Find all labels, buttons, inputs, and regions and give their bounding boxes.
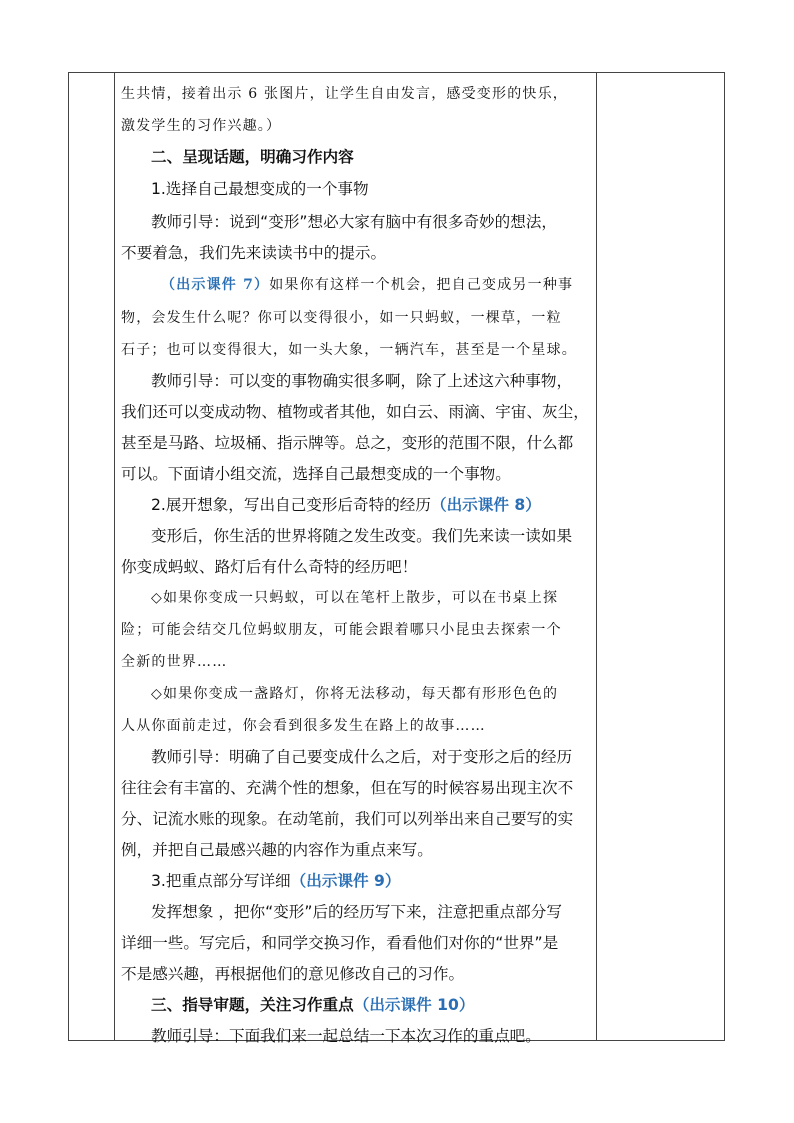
text-line	[121, 933, 558, 953]
text-line	[121, 557, 417, 577]
courseware-reference: （出示课件 10）	[353, 996, 475, 1014]
text-segment: 可以。下面请小组交流，选择自己最想变成的一个事物。	[121, 465, 511, 483]
text-line	[121, 340, 577, 360]
text-segment: ◇如果你变成一盏路灯，你将无法移动，每天都有形形色色的	[151, 686, 559, 702]
text-line	[151, 747, 572, 767]
text-line	[151, 371, 572, 391]
text-segment: 全新的世界……	[121, 654, 228, 670]
text-segment: 1.选择自己最想变成的一个事物	[151, 180, 369, 198]
text-segment: 激发学生的习作兴趣。）	[121, 118, 282, 134]
text-line	[121, 778, 573, 798]
text-line	[121, 433, 573, 453]
text-line	[151, 526, 572, 546]
column-divider-right	[596, 73, 597, 1040]
text-line	[151, 684, 558, 704]
text-line	[121, 809, 573, 829]
lesson-plan-table	[68, 72, 725, 1045]
text-segment: 变形后，你生活的世界将随之发生改变。我们先来读一读如果	[151, 527, 573, 545]
text-line	[121, 116, 281, 136]
section-heading: 三、指导审题，关注习作重点	[151, 996, 354, 1014]
text-line	[151, 179, 369, 199]
section-heading: 二、呈现话题，明确习作内容	[151, 148, 354, 166]
text-line	[161, 275, 573, 295]
text-segment: 教师引导：明确了自己要变成什么之后，对于变形之后的经历	[151, 748, 573, 766]
text-segment: 3.把重点部分写详细	[151, 872, 291, 890]
text-segment: 甚至是马路、垃圾桶、指示牌等。总之，变形的范围不限，什么都	[121, 434, 574, 452]
text-line	[121, 620, 562, 640]
text-line	[121, 243, 386, 263]
text-line	[121, 652, 227, 672]
column-divider-left	[114, 73, 115, 1040]
text-segment: 物，会发生什么呢？你可以变得很小，如一只蚂蚁，一棵草，一粒	[121, 310, 562, 326]
text-segment: 生共情，接着出示 6 张图片，让学生自由发言，感受变形的快乐，	[121, 86, 569, 102]
text-line	[151, 495, 541, 515]
text-line	[121, 964, 464, 984]
text-line	[151, 147, 354, 167]
text-line	[121, 464, 511, 484]
text-segment: 我们还可以变成动物、植物或者其他，如白云、雨滴、宇宙、灰尘，	[121, 403, 589, 421]
text-segment: 例，并把自己最感兴趣的内容作为重点来写。	[121, 841, 433, 859]
text-line	[121, 716, 486, 736]
text-segment: 2.展开想象，写出自己变形后奇特的经历	[151, 496, 431, 514]
text-line	[151, 995, 474, 1015]
text-segment: 不是感兴趣，再根据他们的意见修改自己的习作。	[121, 965, 465, 983]
text-line	[121, 840, 433, 860]
text-segment: 教师引导：下面我们来一起总结一下本次习作的重点吧。	[151, 1027, 541, 1045]
text-segment: 如果你有这样一个机会，把自己变成另一种事	[269, 277, 574, 293]
text-segment: ◇如果你变成一只蚂蚁，可以在笔杆上散步，可以在书桌上探	[151, 590, 559, 606]
text-segment: 人从你面前走过，你会看到很多发生在路上的故事……	[121, 718, 486, 734]
text-segment: 详细一些。写完后，和同学交换习作，看看他们对你的“世界”是	[121, 934, 559, 952]
text-segment: 往往会有丰富的、充满个性的想象，但在写的时候容易出现主次不	[121, 779, 574, 797]
text-segment: 教师引导：可以变的事物确实很多啊，除了上述这六种事物，	[151, 372, 573, 390]
text-line	[151, 212, 557, 232]
text-segment: 险；可能会结交几位蚂蚁朋友，可能会跟着哪只小昆虫去探索一个	[121, 622, 562, 638]
text-segment: 你变成蚂蚁、路灯后有什么奇特的经历吧！	[121, 558, 418, 576]
text-line	[151, 871, 400, 891]
text-segment: 分、记流水账的现象。在动笔前，我们可以列举出来自己要写的实	[121, 810, 574, 828]
text-line	[121, 402, 589, 422]
text-line	[151, 1026, 541, 1046]
text-line	[121, 308, 562, 328]
text-line	[151, 588, 558, 608]
courseware-reference: （出示课件 9）	[290, 872, 401, 890]
courseware-reference: （出示课件 8）	[430, 496, 541, 514]
text-segment: 教师引导：说到“变形”想必大家有脑中有很多奇妙的想法，	[151, 213, 558, 231]
text-segment: 发挥想象 ，把你“变形”后的经历写下来，注意把重点部分写	[151, 903, 562, 921]
text-line	[121, 84, 568, 104]
text-segment: 不要着急，我们先来读读书中的提示。	[121, 244, 387, 262]
text-segment: 石子；也可以变得很大，如一头大象，一辆汽车，甚至是一个星球。	[121, 342, 577, 358]
text-line	[151, 902, 562, 922]
courseware-reference: （出示课件 7）	[161, 277, 270, 293]
